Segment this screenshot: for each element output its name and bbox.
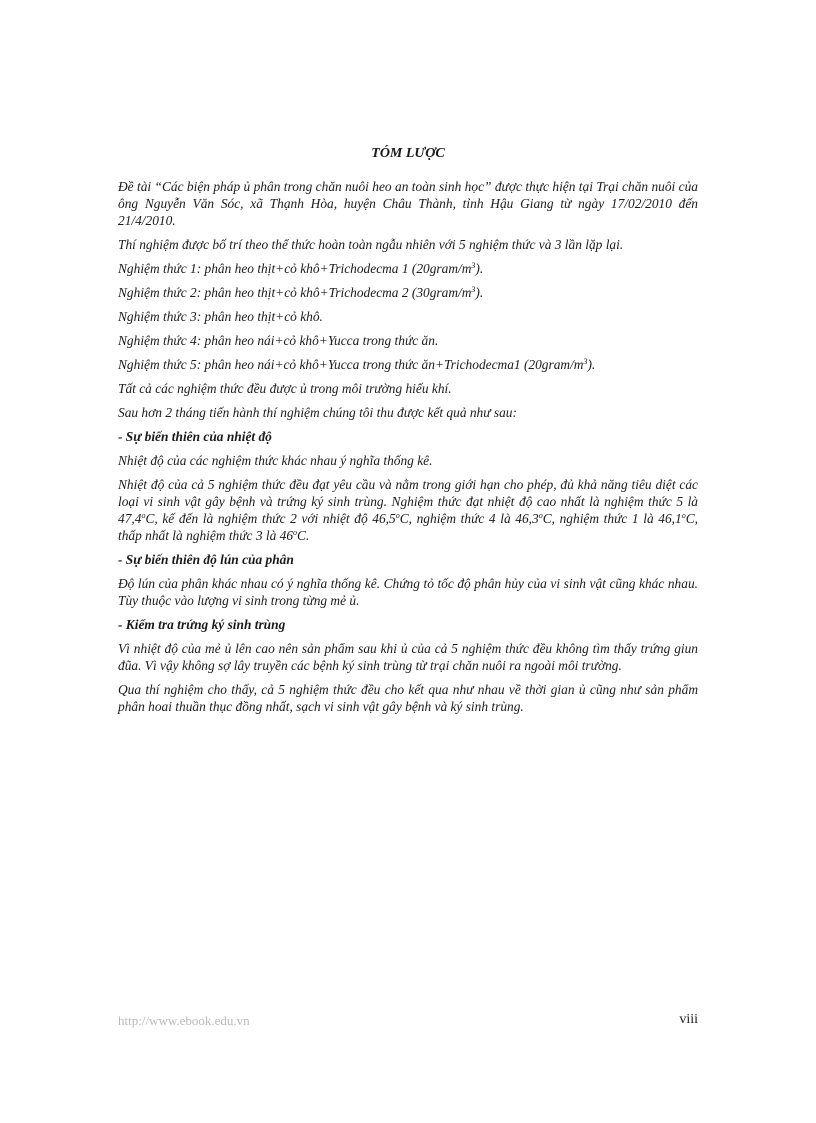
footer-url[interactable]: http://www.ebook.edu.vn [118, 1013, 250, 1028]
parasite-heading: - Kiểm tra trứng ký sinh trùng [118, 617, 286, 632]
treatment-2: Nghiệm thức 2: phân heo thịt+cỏ khô+Trichodecma 2 $(30gram/m^3)$. [118, 285, 484, 300]
treatment-1: Nghiệm thức 1: phân heo thịt+cỏ khô+Trichodecma 1 $(20gram/m^3)$. [118, 261, 484, 276]
settling-p1: Độ lún của phân khác nhau có ý nghĩa thống kê. Chứng tỏ tốc độ phân hủy của vi sinh vật cũng khác nhau. Tùy thuộc vào lượng vi sinh trong từng mẻ ủ. [118, 576, 698, 608]
treatment-3: Nghiệm thức 3: phân heo thịt+cỏ khô. [118, 309, 323, 324]
intro-paragraph: Đề tài “Các biện pháp ủ phân trong chăn nuôi heo an toàn sinh học” được thực hiện tại Trại chăn nuôi của ông Nguyễn Văn Sóc, xã Thạnh Hòa, huyện Châu Thành, tỉnh Hậu Giang từ ngày 17/02/2010 đến 21/4/2010. [118, 179, 698, 228]
parasite-p2: Qua thí nghiệm cho thấy, cả 5 nghiệm thức đều cho kết qua như nhau về thời gian ủ cũng như sản phẩm phân hoai thuần thục đồng nhất, sạch vi sinh vật gây bệnh và ký sinh trùng. [118, 682, 698, 714]
design-paragraph: Thí nghiệm được bố trí theo thể thức hoàn toàn ngẫu nhiên với 5 nghiệm thức và 3 lần lặp lại. [118, 237, 624, 252]
temperature-heading: - Sự biến thiên của nhiệt độ [118, 429, 272, 444]
document-body [118, 146, 698, 722]
treatment-5: Nghiệm thức 5: phân heo nái+cỏ khô+Yucca trong thức ăn+Trichodecma1 $(20gram/m^3)$. [118, 357, 596, 372]
settling-heading: - Sự biến thiên độ lún của phân [118, 552, 294, 567]
page-title: TÓM LƯỢC [371, 146, 445, 161]
aerobic-paragraph: Tất cả các nghiệm thức đều được ủ trong môi trường hiếu khí. [118, 381, 452, 396]
temperature-p2: Nhiệt độ của cả 5 nghiệm thức đều đạt yêu cầu và nằm trong giới hạn cho phép, đủ khả năng tiêu diệt các loại vi sinh vật gây bệnh và trứng ký sinh trùng. Nghiệm thức đạt nhiệt độ cao nhất là nghiệm thức 5 là 47,4$^o$C, kế đến là nghiệm thức 2 với nhiệt độ 46,5$^o$C, nghiệm thức 4 là 46,3$^o$C, nghiệm thức 1 là 46,1$^o$C, thấp nhất là nghiệm thức 3 là 46$^o$C. [118, 477, 698, 543]
treatment-4: Nghiệm thức 4: phân heo nái+cỏ khô+Yucca trong thức ăn. [118, 333, 439, 348]
results-intro: Sau hơn 2 tháng tiến hành thí nghiệm chúng tôi thu được kết quả như sau: [118, 405, 517, 420]
temperature-p1: Nhiệt độ của các nghiệm thức khác nhau ý nghĩa thống kê. [118, 453, 433, 468]
parasite-p1: Vì nhiệt độ của mẻ ủ lên cao nên sản phẩm sau khi ủ của cả 5 nghiệm thức đều không tìm thấy trứng giun đũa. Vì vậy không sợ lây truyền các bệnh ký sinh trùng từ trại chăn nuôi ra ngoài môi trường. [118, 641, 698, 673]
page-number: viii [679, 1012, 698, 1027]
